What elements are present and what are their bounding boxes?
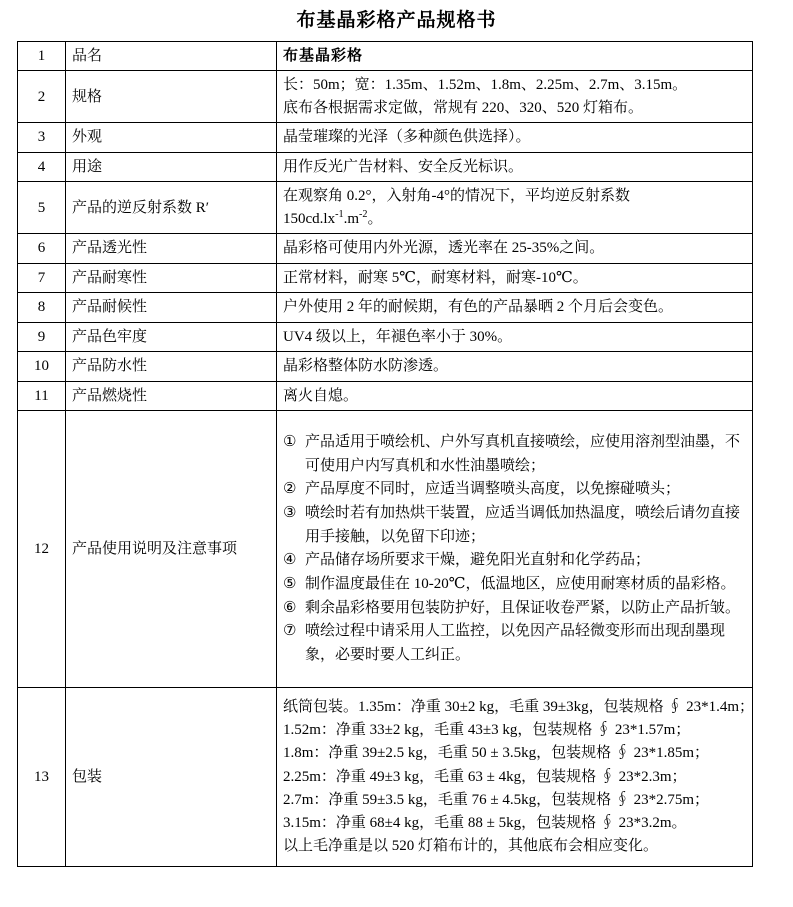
row-value	[277, 688, 753, 867]
coefficient-suffix: 。	[367, 210, 383, 227]
row-value: 户外使用 2 年的耐候期，有色的产品暴晒 2 个月后会变色。	[277, 293, 753, 323]
list-marker: ⑤	[283, 575, 297, 592]
product-spec-table	[17, 41, 753, 868]
list-marker: ⑦	[283, 623, 297, 640]
spec-table-body	[18, 41, 753, 867]
row-number: 12	[18, 411, 66, 688]
row-number: 11	[18, 381, 66, 411]
row-number: 1	[18, 41, 66, 71]
row-label: 产品色牢度	[66, 322, 277, 352]
list-marker: ⑥	[283, 599, 297, 616]
list-item-text: 喷绘时若有加热烘干装置，应适当调低加热温度，喷绘后请勿直接用手接触，以免留下印迹；	[305, 504, 741, 545]
value-line: 在观察角 0.2°，入射角-4°的情况下，平均逆反射系数	[283, 188, 630, 205]
packaging-line: 1.52m：净重 33±2 kg，毛重 43±3 kg，包装规格 ∮ 23*1.57m；	[283, 722, 691, 739]
table-row	[18, 71, 753, 123]
list-item-text: 制作温度最佳在 10-20℃，低温地区，应使用耐寒材质的晶彩格。	[305, 575, 736, 592]
row-label: 产品的逆反射系数 R′	[66, 182, 277, 234]
row-number: 13	[18, 688, 66, 867]
packaging-line: 3.15m：净重 68±4 kg，毛重 88 ± 5kg，包装规格 ∮ 23*3.2m。	[283, 815, 687, 832]
packaging-line: 以上毛净重是以 520 灯箱布计的，其他底布会相应变化。	[283, 838, 659, 855]
table-row	[18, 182, 753, 234]
list-item	[283, 549, 746, 573]
row-label: 产品耐候性	[66, 293, 277, 323]
list-marker: ①	[283, 433, 297, 450]
row-label: 产品使用说明及注意事项	[66, 411, 277, 688]
list-item	[283, 573, 746, 597]
list-marker: ④	[283, 552, 297, 569]
row-label: 产品耐寒性	[66, 263, 277, 293]
value-line-coefficient	[283, 208, 746, 231]
row-label: 产品防水性	[66, 352, 277, 382]
row-label: 产品燃烧性	[66, 381, 277, 411]
table-row	[18, 381, 753, 411]
list-item-text: 喷绘过程中请采用人工监控，以免因产品轻微变形而出现刮墨现象，必要时要人工纠正。	[305, 623, 726, 664]
row-value	[277, 182, 753, 234]
row-value: 离火自熄。	[277, 381, 753, 411]
table-row	[18, 152, 753, 182]
list-item	[283, 478, 746, 502]
page-title: 布基晶彩格产品规格书	[296, 10, 497, 31]
row-value: 用作反光广告材料、安全反光标识。	[277, 152, 753, 182]
row-number: 8	[18, 293, 66, 323]
table-row	[18, 263, 753, 293]
table-row-instructions	[18, 411, 753, 688]
list-marker: ②	[283, 481, 297, 498]
coefficient-mid: .m	[343, 210, 359, 227]
list-item-text: 产品适用于喷绘机、户外写真机直接喷绘，应使用溶剂型油墨，不可使用户内写真机和水性油墨喷绘；	[305, 433, 741, 474]
value-line: 底布各根据需求定做，常规有 220、320、520 灯箱布。	[283, 99, 644, 116]
row-number: 9	[18, 322, 66, 352]
row-number: 5	[18, 182, 66, 234]
row-value	[277, 71, 753, 123]
instruction-list	[283, 431, 746, 668]
row-label: 用途	[66, 152, 277, 182]
row-number: 2	[18, 71, 66, 123]
row-value: 晶彩格可使用内外光源，透光率在 25-35%之间。	[277, 234, 753, 264]
row-number: 7	[18, 263, 66, 293]
table-row	[18, 123, 753, 153]
list-item	[283, 502, 746, 549]
list-item	[283, 620, 746, 667]
table-row	[18, 322, 753, 352]
row-number: 3	[18, 123, 66, 153]
coefficient-exponent-one: -1	[335, 208, 344, 220]
table-row	[18, 41, 753, 71]
list-item-text: 产品厚度不同时，应适当调整喷头高度，以免擦碰喷头；	[305, 481, 681, 498]
row-label: 包装	[66, 688, 277, 867]
table-row	[18, 352, 753, 382]
row-value: 晶彩格整体防水防渗透。	[277, 352, 753, 382]
row-label: 规格	[66, 71, 277, 123]
packaging-line: 2.25m：净重 49±3 kg，毛重 63 ± 4kg，包装规格 ∮ 23*2.3m；	[283, 768, 687, 785]
row-value: 晶莹璀璨的光泽（多种颜色供选择）。	[277, 123, 753, 153]
list-item-text: 产品储存场所要求干燥，避免阳光直射和化学药品；	[305, 552, 651, 569]
row-value: 布基晶彩格	[277, 41, 753, 71]
coefficient-prefix: 150cd.lx	[283, 210, 336, 227]
row-number: 10	[18, 352, 66, 382]
list-item-text: 剩余晶彩格要用包装防护好，且保证收卷严紧，以防止产品折皱。	[305, 599, 741, 616]
table-row	[18, 234, 753, 264]
row-value: 正常材料，耐寒 5℃，耐寒材料，耐寒-10℃。	[277, 263, 753, 293]
row-label: 外观	[66, 123, 277, 153]
row-value	[277, 411, 753, 688]
row-value: UV4 级以上，年褪色率小于 30%。	[277, 322, 753, 352]
row-number: 4	[18, 152, 66, 182]
packaging-line: 2.7m：净重 59±3.5 kg，毛重 76 ± 4.5kg，包装规格 ∮ 23*2.75m；	[283, 791, 710, 808]
list-item	[283, 597, 746, 621]
list-item	[283, 431, 746, 478]
packaging-line: 1.8m：净重 39±2.5 kg，毛重 50 ± 3.5kg，包装规格 ∮ 23*1.85m；	[283, 745, 710, 762]
packaging-line: 纸筒包装。1.35m：净重 30±2 kg，毛重 39±3kg，包装规格 ∮ 23*1.4m；	[283, 698, 755, 715]
table-row	[18, 293, 753, 323]
row-label: 品名	[66, 41, 277, 71]
coefficient-exponent-two: -2	[359, 208, 368, 220]
table-row-packaging	[18, 688, 753, 867]
list-marker: ③	[283, 504, 297, 521]
row-label: 产品透光性	[66, 234, 277, 264]
row-number: 6	[18, 234, 66, 264]
value-line: 长：50m；宽：1.35m、1.52m、1.8m、2.25m、2.7m、3.15m。	[283, 77, 688, 94]
